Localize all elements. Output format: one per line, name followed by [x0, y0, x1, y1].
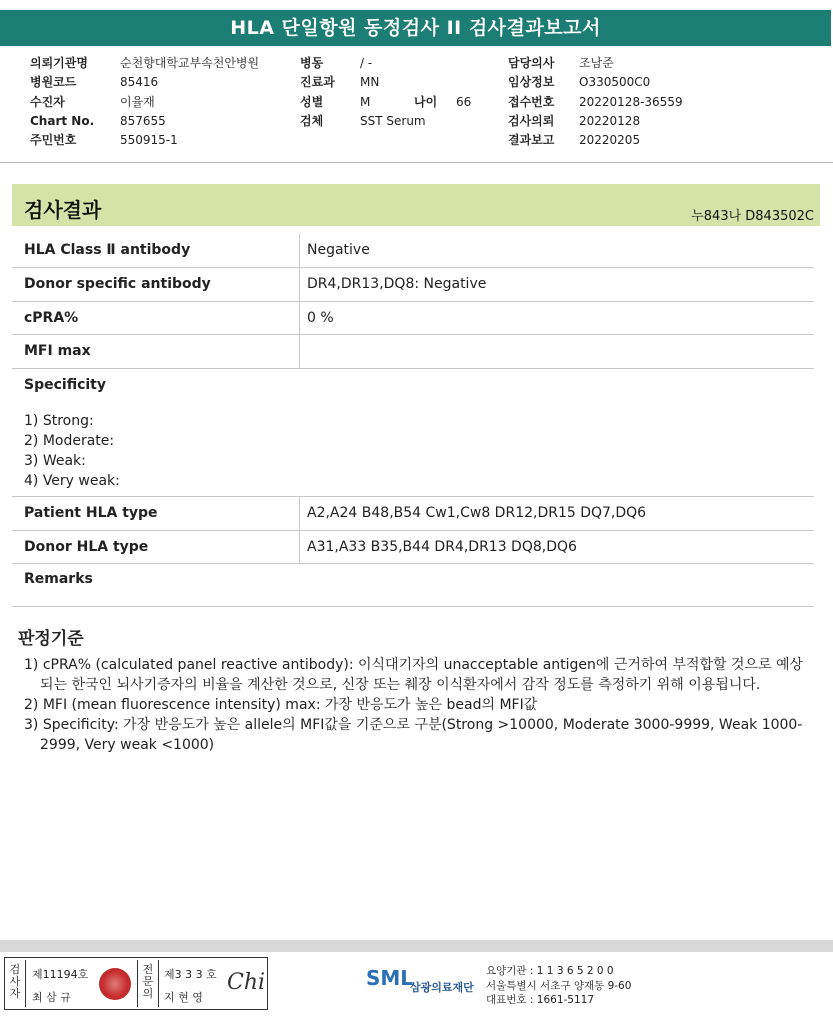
criteria-item: 2) MFI (mean fluorescence intensity) max: 가장 반응도가 높은 bead의 MFI값: [24, 697, 538, 713]
table-row: [12, 531, 814, 564]
header-value: O330500C0: [579, 75, 651, 90]
list-item: 2) Moderate:: [24, 433, 115, 449]
examiner-name: 최 삼 규: [32, 991, 71, 1004]
info-line: 서울특별시 서초구 양재동 9-60: [486, 979, 632, 992]
row-label: Remarks: [24, 571, 93, 587]
header-value: SST Serum: [360, 113, 426, 128]
header-label: 임상정보: [508, 75, 555, 90]
row-label: Donor specific antibody: [24, 276, 211, 292]
header-label: 의뢰기관명: [30, 56, 88, 70]
header-value: 85416: [120, 75, 159, 90]
table-row: [12, 302, 814, 335]
age-value: 66: [456, 94, 472, 109]
list-item: 1) Strong:: [24, 413, 94, 429]
header-divider: [0, 162, 833, 163]
header-value: 순천향대학교부속천안병원: [120, 56, 260, 70]
table-row: [12, 268, 814, 302]
header-value: 조남준: [579, 56, 614, 70]
header-value: 550915-1: [120, 133, 178, 148]
box-divider: [158, 960, 159, 1007]
specificity-list: [24, 411, 120, 491]
column-divider: [299, 497, 300, 530]
table-row: [12, 234, 814, 268]
row-label: Patient HLA type: [24, 505, 158, 521]
column-divider: [299, 302, 300, 334]
header-col2: [300, 54, 471, 131]
examiner-label: 검사자: [9, 963, 21, 1000]
row-value: 0 %: [307, 310, 334, 326]
header-value: 20220205: [579, 133, 641, 148]
age-label: 나이: [414, 94, 438, 109]
header-value: MN: [360, 75, 380, 90]
header-value: 857655: [120, 113, 166, 128]
header-value: 이율재: [120, 94, 155, 109]
result-table: [12, 234, 814, 607]
header-label: 병원코드: [30, 75, 77, 90]
row-value: A31,A33 B35,B44 DR4,DR13 DQ8,DQ6: [307, 539, 577, 555]
header-label: 접수번호: [508, 94, 555, 109]
header-col3: [508, 54, 683, 150]
criteria-item: 1) cPRA% (calculated panel reactive antibody): 이식대기자의 unacceptable antigen에 근거하여 부적합할 것으로 예상되는 한국인 뇌사기증자의 비율을 계산한 것으로, 신장 또는 췌장 이식환자에서 감작 정도를 측정하기 위해 이용됩니다.: [24, 657, 804, 693]
header-label: 담당의사: [508, 56, 555, 70]
remarks-row: [12, 564, 814, 607]
row-label: MFI max: [24, 343, 91, 359]
header-value: M: [360, 94, 371, 109]
header-label: 성별: [300, 94, 324, 109]
result-code: 누843나 D843502C: [691, 209, 814, 224]
header-label: 결과보고: [508, 133, 555, 148]
institution-info: [486, 964, 631, 1008]
box-divider: [25, 960, 26, 1007]
specialist-label: 전문의: [142, 963, 154, 1000]
seal-stamp: [99, 968, 131, 1000]
column-divider: [299, 531, 300, 563]
header-label: 병동: [300, 56, 324, 70]
criteria-item: 3) Specificity: 가장 반응도가 높은 allele의 MFI값을 기준으로 구분(Strong >10000, Moderate 3000-9999, Weak 1000-2999, Very weak <1000): [24, 717, 803, 753]
column-divider: [299, 335, 300, 368]
row-label: Donor HLA type: [24, 539, 149, 555]
list-item: 4) Very weak:: [24, 473, 120, 489]
signature: Chi: [227, 970, 266, 995]
header-label: Chart No.: [30, 113, 95, 128]
result-header: [12, 184, 820, 226]
info-line: 요양기관 : 1 1 3 6 5 2 0 0: [486, 965, 614, 977]
criteria-title: 판정기준: [18, 629, 84, 649]
examiner-number: 제11194호: [32, 968, 89, 981]
header-label: 주민번호: [30, 133, 77, 148]
specialist-number: 제3 3 3 호: [164, 968, 217, 981]
column-divider: [299, 268, 300, 301]
column-divider: [299, 234, 300, 267]
criteria-list: [24, 655, 809, 755]
row-label: HLA Class Ⅱ antibody: [24, 242, 191, 258]
report-title: HLA 단일항원 동정검사 II 검사결과보고서: [0, 10, 831, 46]
signature-box: [4, 957, 268, 1010]
row-value: DR4,DR13,DQ8: Negative: [307, 276, 487, 292]
header-label: 진료과: [300, 75, 335, 90]
row-label: Specificity: [24, 377, 106, 393]
sml-logo: [366, 966, 474, 994]
box-divider: [137, 960, 138, 1007]
row-value: A2,A24 B48,B54 Cw1,Cw8 DR12,DR15 DQ7,DQ6: [307, 505, 647, 521]
header-value: 20220128: [579, 113, 641, 128]
footer-divider: [0, 940, 833, 952]
header-value: / -: [360, 56, 373, 70]
header-label: 검사의뢰: [508, 113, 555, 128]
list-item: 3) Weak:: [24, 453, 86, 469]
result-title: 검사결과: [24, 198, 102, 222]
info-line: 대표번호 : 1661-5117: [486, 994, 595, 1006]
table-row: [12, 497, 814, 531]
foundation-name: 삼광의료재단: [410, 981, 474, 994]
header-col1: [30, 54, 259, 150]
row-label: cPRA%: [24, 310, 79, 326]
specificity-row: [12, 369, 814, 497]
logo-text: SML: [366, 966, 414, 990]
header-label: 수진자: [30, 94, 65, 109]
header-label: 검체: [300, 113, 324, 128]
header-value: 20220128-36559: [579, 94, 683, 109]
row-value: Negative: [307, 242, 370, 258]
table-row: [12, 335, 814, 369]
specialist-name: 지 현 영: [164, 991, 203, 1004]
